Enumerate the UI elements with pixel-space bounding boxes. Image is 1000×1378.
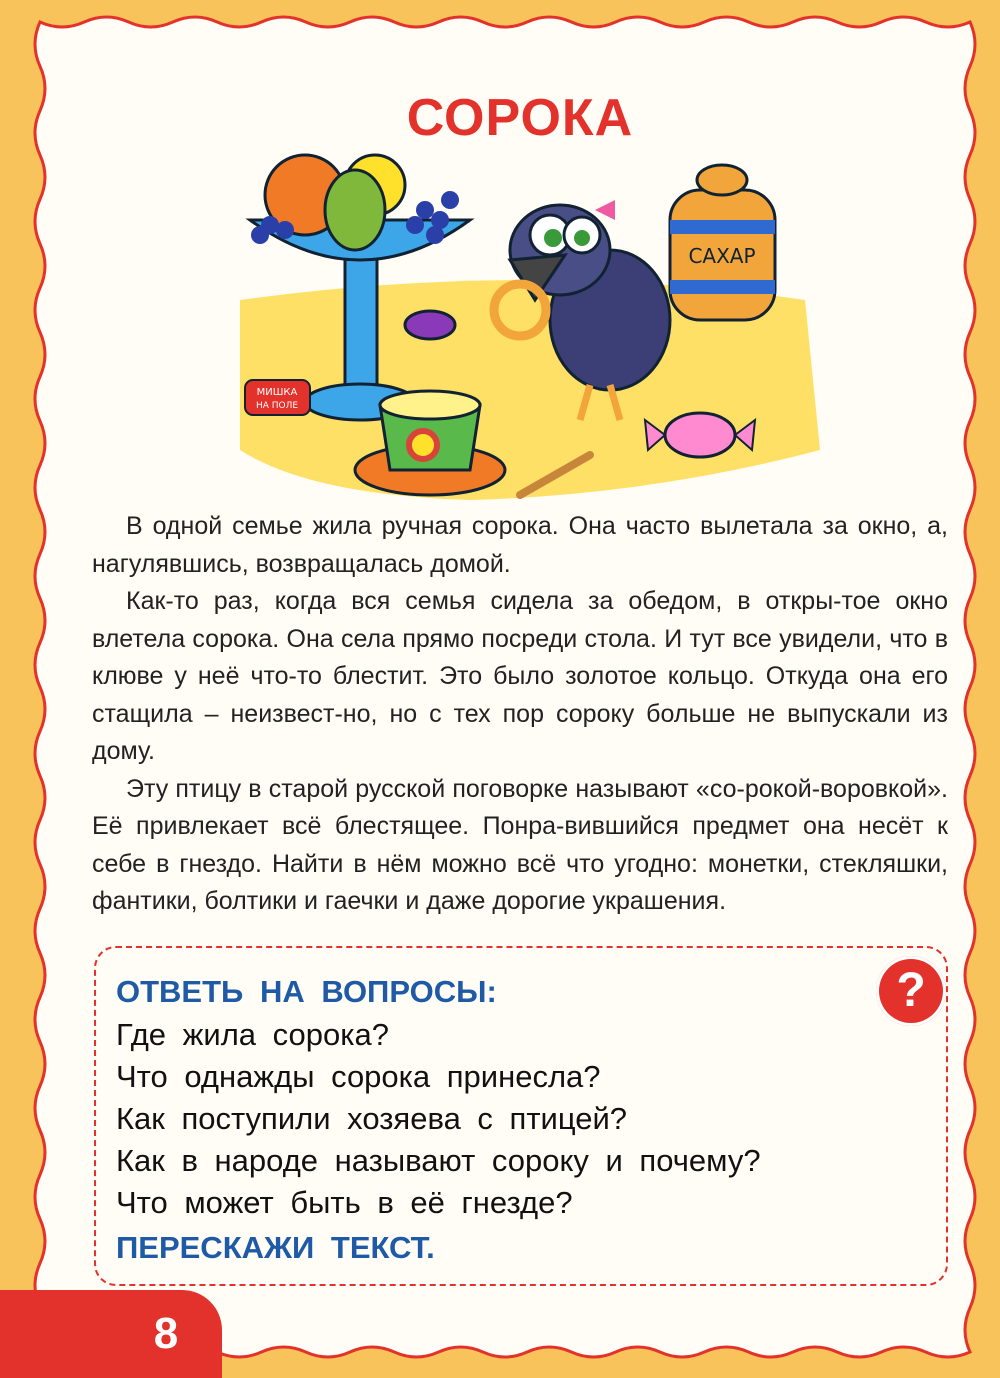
question-mark-icon: ? (876, 956, 946, 1026)
questions-heading: ОТВЕТЬ НА ВОПРОСЫ: (116, 974, 497, 1009)
questions-list (116, 1014, 761, 1224)
candy-wrapper-text-line1: МИШКА (256, 387, 298, 398)
page-number-tab (0, 1290, 222, 1378)
story-text (92, 508, 948, 921)
retell-instruction: ПЕРЕСКАЖИ ТЕКСТ. (116, 1230, 435, 1265)
question-item: Что однажды сорока принесла? (116, 1059, 601, 1094)
jar-label: САХАР (688, 244, 756, 268)
page-number: 8 (153, 1309, 179, 1358)
purple-candy-icon (405, 311, 455, 339)
candy-wrapper-text-line2: НА ПОЛЕ (255, 401, 299, 411)
question-item: Где жила сорока? (116, 1017, 389, 1052)
sugar-jar-icon (670, 165, 775, 320)
candy-wrapper-icon (245, 380, 310, 415)
question-item: Что может быть в её гнезде? (116, 1185, 573, 1220)
magpie-illustration (230, 150, 820, 505)
question-item: Как в народе называют сороку и почему? (116, 1143, 761, 1178)
story-paragraph: В одной семье жила ручная сорока. Она часто вылетала за окно, а, нагулявшись, возвращалась домой. (92, 512, 948, 578)
questions-box (94, 946, 948, 1286)
story-paragraph: Как-то раз, когда вся семья сидела за обедом, в откры-тое окно влетела сорока. Она села прямо посреди стола. И тут все увидели, что в клюве у неё что-то блестит. Это было золотое кольцо. Откуда она его стащила – неизвест-но, но с тех пор сороку больше не выпускали из дому. (92, 587, 948, 765)
question-item: Как поступили хозяева с птицей? (116, 1101, 628, 1136)
page-title: СОРОКА (406, 89, 634, 147)
story-paragraph: Эту птицу в старой русской поговорке называют «со-рокой-воровкой». Её привлекает всё блестящее. Понра-вившийся предмет она несёт к себе в гнездо. Найти в нём можно всё что угодно: монетки, стекляшки, фантики, болтики и гаечки и даже дорогие украшения. (92, 774, 948, 915)
